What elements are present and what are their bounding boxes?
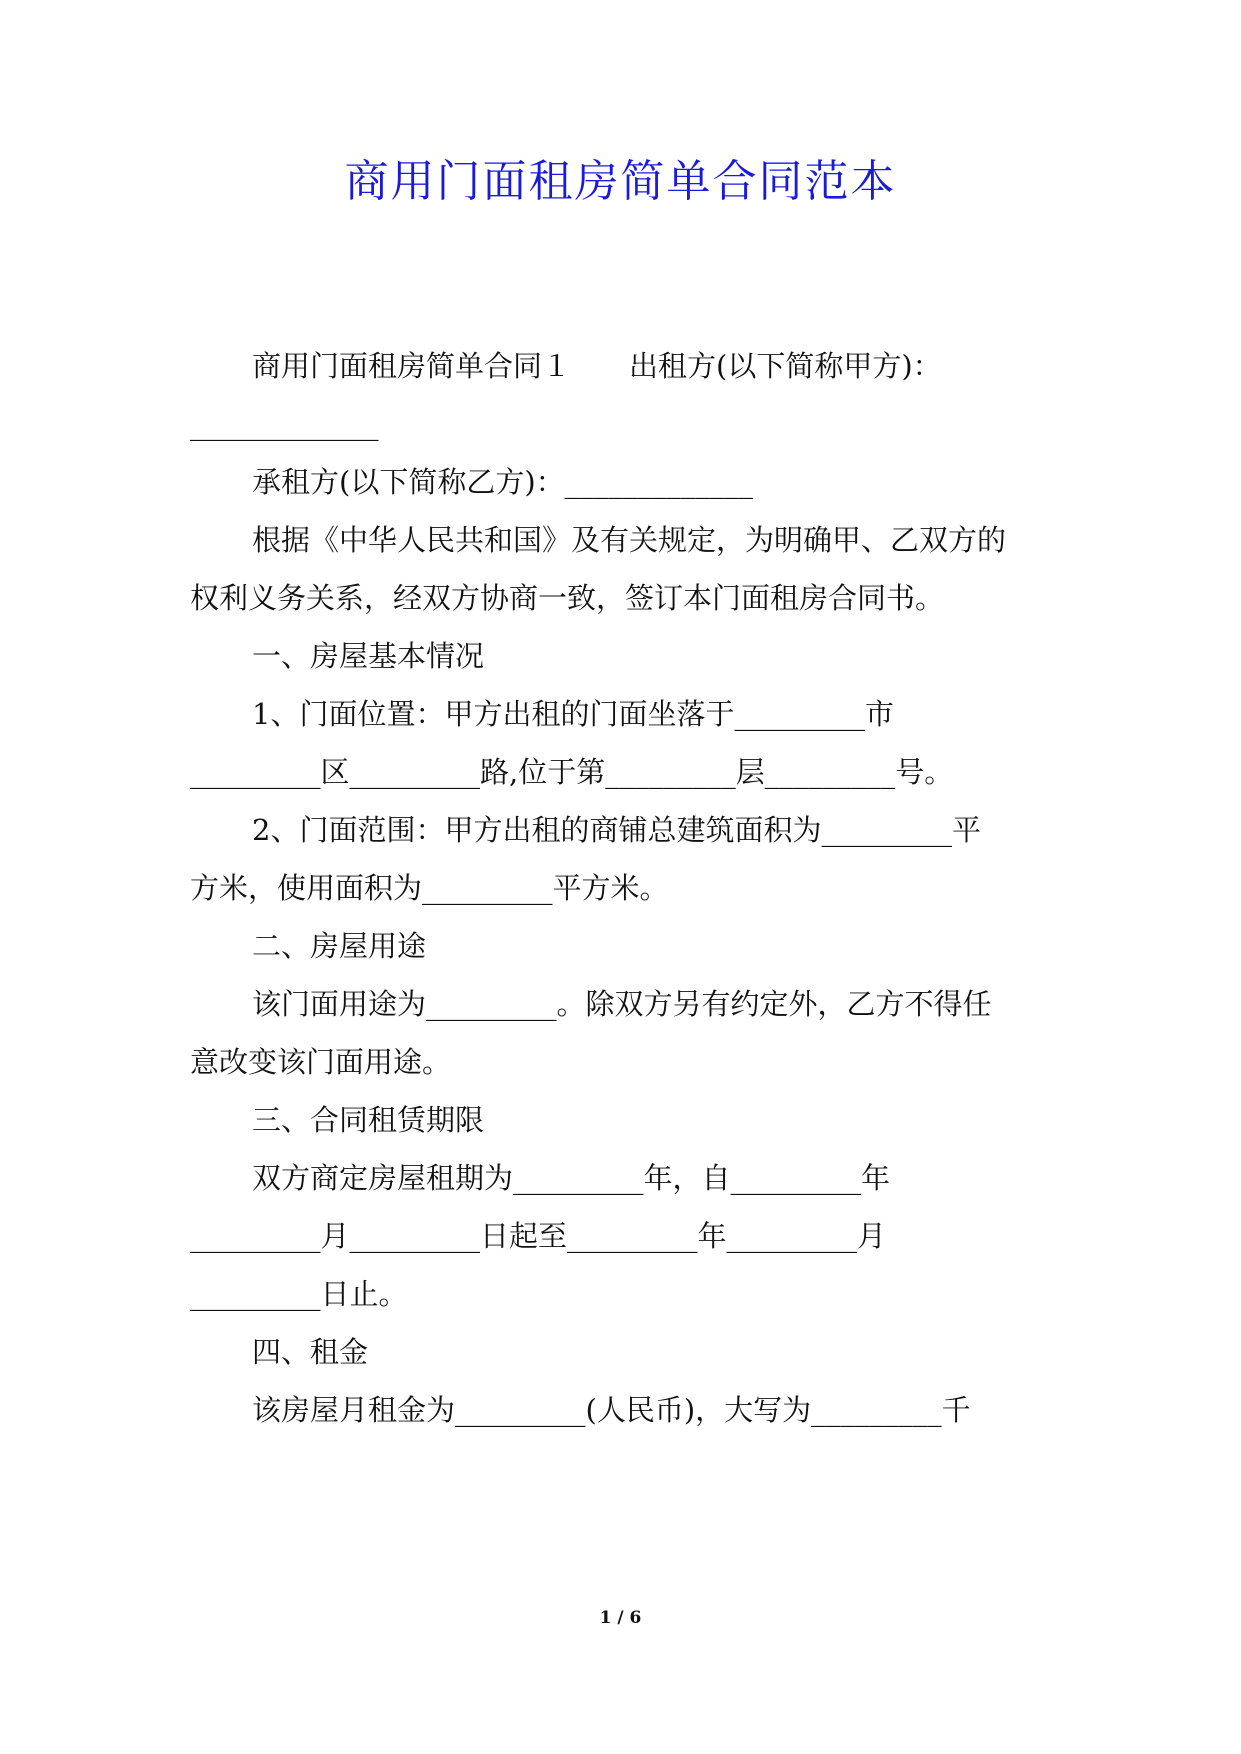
- paragraph-line: 意改变该门面用途。: [190, 1045, 452, 1079]
- page-number: 1 / 6: [599, 1608, 642, 1628]
- section-heading: 三、合同租赁期限: [252, 1103, 485, 1137]
- paragraph-line: 根据《中华人民共和国》及有关规定，为明确甲、乙双方的: [252, 523, 1007, 557]
- paragraph-line: _________日止。: [190, 1277, 408, 1311]
- paragraph-line: _____________: [190, 407, 379, 441]
- paragraph-line: _________月_________日起至_________年_________月: [190, 1219, 887, 1253]
- section-heading: 一、房屋基本情况: [252, 639, 485, 673]
- section-heading: 二、房屋用途: [252, 929, 427, 963]
- paragraph-line: 该房屋月租金为_________(人民币)，大写为_________千: [252, 1393, 971, 1427]
- paragraph-line: 商用门面租房简单合同１ 出租方(以下简称甲方)：: [252, 349, 942, 383]
- paragraph-line: 1、门面位置：甲方出租的门面坐落于_________市: [252, 697, 894, 731]
- paragraph-line: 方米，使用面积为_________平方米。: [190, 871, 669, 905]
- paragraph-line: 2、门面范围：甲方出租的商铺总建筑面积为_________平: [252, 813, 981, 847]
- paragraph-line: 该门面用途为_________。除双方另有约定外，乙方不得任: [252, 987, 992, 1021]
- paragraph-line: 双方商定房屋租期为_________年，自_________年: [252, 1161, 891, 1195]
- section-heading: 四、租金: [252, 1335, 369, 1369]
- paragraph-line: 承租方(以下简称乙方)：_____________: [252, 465, 754, 499]
- paragraph-line: 权利义务关系，经双方协商一致，签订本门面租房合同书。: [190, 581, 945, 615]
- page-title: 商用门面租房简单合同范本: [344, 156, 897, 207]
- paragraph-line: _________区_________路,位于第_________层_________号。: [190, 755, 954, 789]
